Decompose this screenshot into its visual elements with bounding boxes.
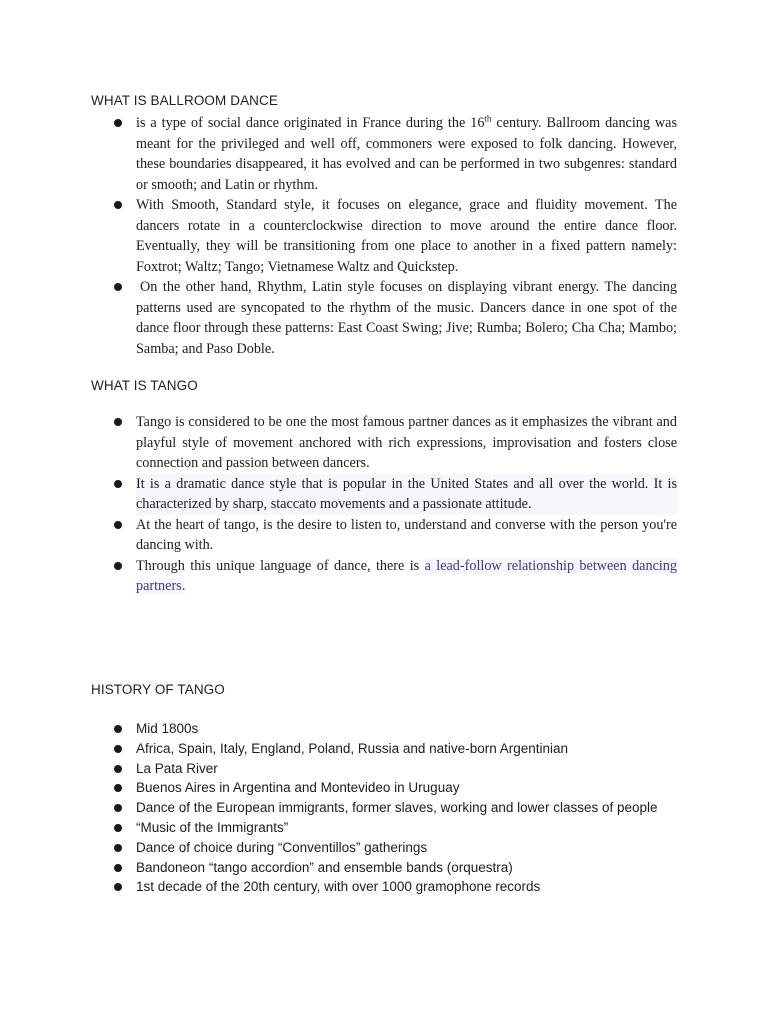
list-item: [0, 412, 677, 474]
bullet-icon: [114, 804, 122, 812]
history-item-text: Africa, Spain, Italy, England, Poland, Russia and native-born Argentinian: [136, 740, 569, 756]
list-item: [0, 474, 677, 515]
bullet-icon: [114, 844, 122, 852]
bullet-icon: [114, 864, 122, 872]
list-item: [0, 838, 677, 858]
list-item: [0, 195, 677, 277]
ordinal-suffix: th: [484, 113, 492, 124]
history-item-text: 1st decade of the 20th century, with over 1000 gramophone records: [136, 879, 541, 895]
list-item: [0, 739, 677, 759]
tango-item-3-text: At the heart of tango, is the desire to listen to, understand and converse with the person you're dancing with.: [136, 516, 677, 553]
list-item: [0, 719, 677, 739]
heading-history: HISTORY OF TANGO: [91, 682, 225, 697]
bullet-icon: [114, 765, 122, 773]
tango-item-2-link[interactable]: It is a dramatic dance style that is popular in the United States and all over the world. It is characterized by sharp, staccato movements and a passionate attitude.: [136, 474, 677, 515]
history-item-text: Bandoneon “tango accordion” and ensemble bands (orquestra): [136, 859, 513, 875]
bullet-icon: [114, 418, 122, 426]
history-item-text: “Music of the Immigrants”: [136, 819, 289, 835]
ballroom-item-1-text: is a type of social dance originated in France during the 16: [136, 115, 485, 131]
bullet-icon: [114, 119, 122, 127]
history-item-text: Dance of the European immigrants, former slaves, working and lower classes of people: [136, 800, 658, 816]
list-item: [0, 277, 677, 359]
bullet-icon: [114, 883, 122, 891]
bullet-icon: [114, 824, 122, 832]
history-item-text: Buenos Aires in Argentina and Montevideo in Uruguay: [136, 780, 460, 796]
list-item: [0, 778, 677, 798]
tango-list: [0, 412, 677, 597]
list-item: [0, 556, 677, 597]
bullet-icon: [114, 480, 122, 488]
bullet-icon: [114, 784, 122, 792]
bullet-icon: [114, 562, 122, 570]
history-item-text: La Pata River: [136, 760, 218, 776]
list-item: [0, 515, 677, 556]
history-item-text: Dance of choice during “Conventillos” gatherings: [136, 839, 428, 855]
bullet-icon: [114, 745, 122, 753]
history-list: [0, 719, 677, 897]
list-item: [0, 858, 677, 878]
list-item: [0, 818, 677, 838]
history-item-text: Mid 1800s: [136, 721, 199, 736]
bullet-icon: [114, 725, 122, 733]
list-item: [0, 798, 677, 818]
tango-item-1-text: Tango is considered to be one the most famous partner dances as it emphasizes the vibrant and playful style of movement anchored with rich expressions, improvisation and fosters close connection and passion between dancers.: [136, 414, 677, 471]
bullet-icon: [114, 201, 122, 209]
bullet-icon: [114, 521, 122, 529]
list-item: [0, 759, 677, 779]
ballroom-item-2-text: With Smooth, Standard style, it focuses on elegance, grace and fluidity movement. The dancers rotate in a counterclockwise direction to move around the entire dance floor. Eventually, they will be transitioning from one place to another in a fixed pattern namely: Foxtrot; Waltz; Tango; Vietnamese Waltz and Quickstep.: [136, 197, 677, 275]
lead-follow-link[interactable]: a lead-follow relationship between dancing partners.: [136, 557, 677, 594]
heading-ballroom: WHAT IS BALLROOM DANCE: [91, 93, 278, 108]
heading-tango: WHAT IS TANGO: [91, 378, 198, 393]
bullet-icon: [114, 283, 122, 291]
list-item: [0, 877, 677, 897]
tango-item-4-text: Through this unique language of dance, there is: [136, 557, 425, 574]
ballroom-item-3-text: On the other hand, Rhythm, Latin style focuses on displaying vibrant energy. The dancing patterns used are syncopated to the rhythm of the music. Dancers dance in one spot of the dance floor through these patterns: East Coast Swing; Jive; Rumba; Bolero; Cha Cha; Mambo; Samba; and Paso Doble.: [136, 279, 677, 357]
ballroom-list: [0, 113, 677, 359]
ballroom-item-1-text-cont: century. Ballroom dancing was meant for the privileged and well off, commoners were exposed to folk dancing. However, these boundaries disappeared, it has evolved and can be performed in two subgenres: standard or smooth; and Latin or rhythm.: [136, 115, 677, 193]
list-item: [0, 113, 677, 195]
